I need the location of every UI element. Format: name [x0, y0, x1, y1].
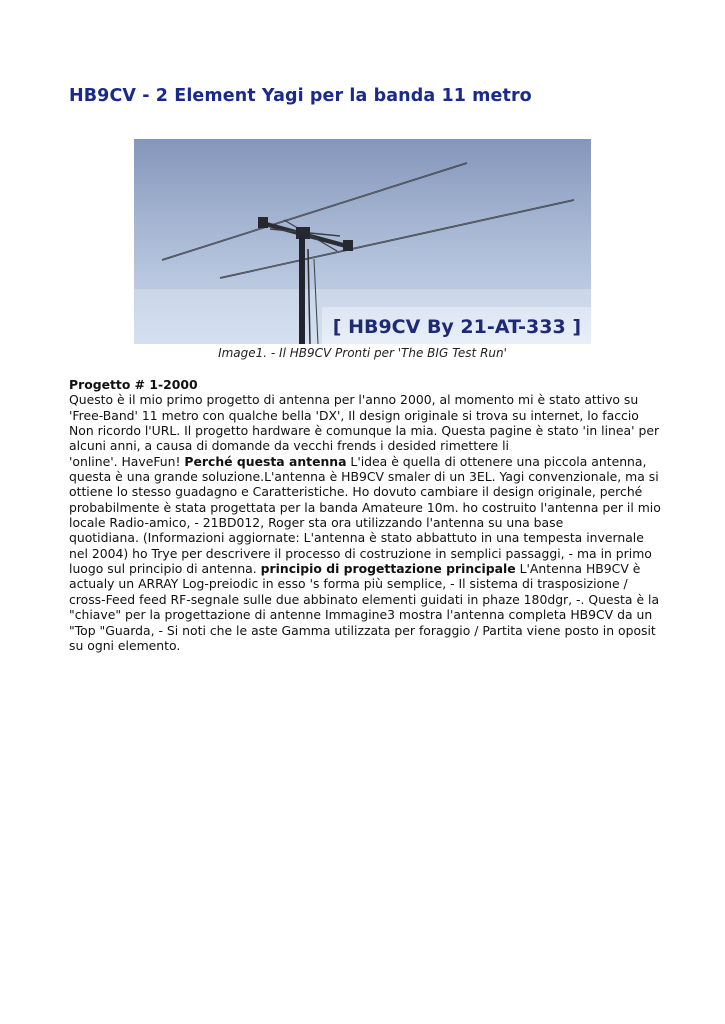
body-line: locale Radio-amico, - 21BD012, Roger sta ora utilizzando l'antenna su una base	[69, 515, 564, 531]
body-line: 'Free-Band' 11 metro con qualche bella 'DX', Il design originale si trova su internet, lo faccio	[69, 407, 639, 423]
antenna-photo-graphic	[134, 139, 591, 344]
body-line: "chiave" per la progettazione di antenne Immagine3 mostra l'antenna completa HB9CV da un	[69, 607, 653, 623]
article-body	[69, 377, 659, 653]
body-line: actualy un ARRAY Log-preiodic in esso 's forma più semplice, - Il sistema di trasposizione /	[69, 576, 628, 592]
body-line: nel 2004) ho Trye per descrivere il processo di costruzione in semplici passaggi, - ma in primo	[69, 545, 652, 561]
body-line: luogo sul principio di antenna. principio di progettazione principale L'Antenna HB9CV è	[69, 561, 641, 577]
image-caption: Image1. - Il HB9CV Pronti per 'The BIG Test Run'	[218, 346, 507, 360]
body-line: probabilmente è stata progettata per la banda Amateure 10m. ho costruito l'antenna per il mio	[69, 499, 661, 515]
body-line: 'online'. HaveFun! Perché questa antenna L'idea è quella di ottenere una piccola antenna,	[69, 453, 647, 469]
body-line: ottiene lo stesso guadagno e Caratteristiche. Ho dovuto cambiare il design originale, perché	[69, 484, 643, 500]
section-heading: Progetto # 1-2000	[69, 377, 198, 392]
body-line: su ogni elemento.	[69, 637, 181, 653]
body-line: "Top "Guarda, - Si noti che le aste Gamma utilizzata per foraggio / Partita viene posto in oposit	[69, 622, 656, 638]
body-line: cross-Feed feed RF-segnale sulle due abbinato elementi guidati in phaze 180dgr, -. Questa è la	[69, 591, 660, 607]
photo-banner-text: [ HB9CV By 21-AT-333 ]	[332, 316, 581, 338]
body-line: Non ricordo l'URL. Il progetto hardware è comunque la mia. Questa pagine è stato 'in linea' per	[69, 423, 660, 439]
inline-heading-principle: principio di progettazione principale	[260, 561, 516, 577]
page-title: HB9CV - 2 Element Yagi per la banda 11 metro	[69, 86, 532, 106]
antenna-photo	[134, 139, 591, 344]
inline-heading-why: Perché questa antenna	[184, 453, 347, 469]
body-line: alcuni anni, a causa di domande da vecchi frends i desided rimettere li	[69, 438, 509, 454]
body-line: questa è una grande soluzione.L'antenna è HB9CV smaler di un 3EL. Yagi convenzionale, ma si	[69, 469, 659, 485]
body-line: Questo è il mio primo progetto di antenna per l'anno 2000, al momento mi è stato attivo su	[69, 392, 639, 408]
body-line: quotidiana. (Informazioni aggiornate: L'antenna è stato abbattuto in una tempesta invernale	[69, 530, 644, 546]
